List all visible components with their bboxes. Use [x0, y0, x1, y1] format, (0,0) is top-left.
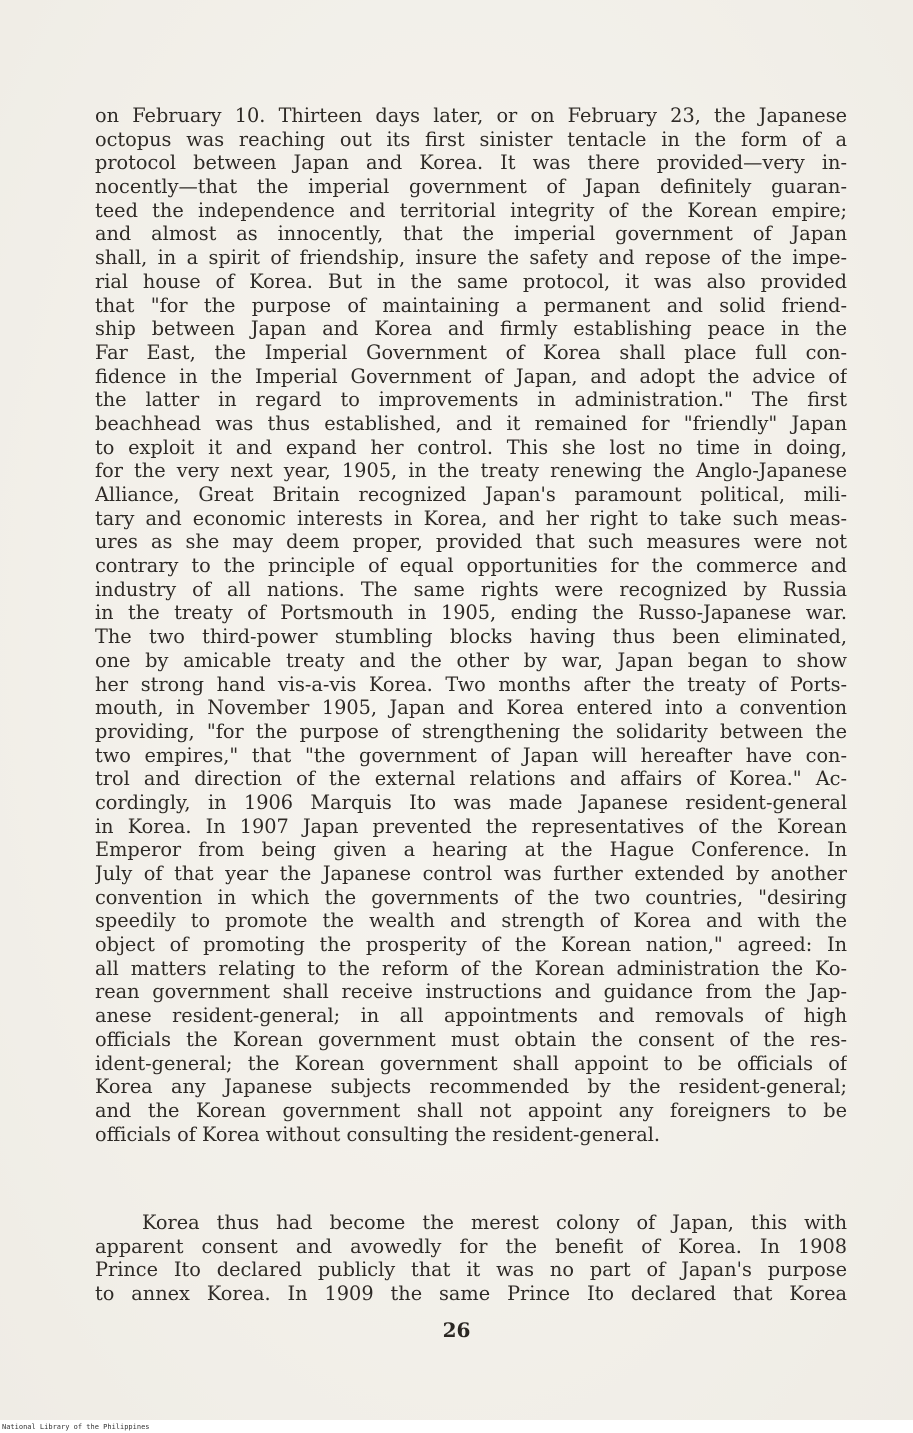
paragraph-2 [95, 1211, 847, 1306]
text-line: all matters relating to the reform of the Korean administration the Ko- [95, 956, 847, 980]
text-line: to annex Korea. In 1909 the same Prince Ito declared that Korea [95, 1282, 847, 1306]
text-line: Far East, the Imperial Government of Korea shall place full con- [95, 340, 847, 364]
text-line: Emperor from being given a hearing at the Hague Conference. In [95, 838, 847, 862]
text-line: cordingly, in 1906 Marquis Ito was made Japanese resident-general [95, 790, 847, 814]
text-line: to exploit it and expand her control. This she lost no time in doing, [95, 435, 847, 459]
page-number: 26 [442, 1318, 471, 1342]
text-line: anese resident-general; in all appointments and removals of high [95, 1004, 847, 1028]
text-line: rean government shall receive instructions and guidance from the Jap- [95, 980, 847, 1004]
text-line: convention in which the governments of the two countries, "desiring [95, 885, 847, 909]
text-line: on February 10. Thirteen days later, or on February 23, the Japanese [95, 104, 847, 127]
text-line: ship between Japan and Korea and firmly establishing peace in the [95, 317, 847, 341]
text-line: one by amicable treaty and the other by war, Japan began to show [95, 648, 847, 672]
text-line: officials the Korean government must obtain the consent of the res- [95, 1027, 847, 1051]
paragraph-1 [95, 104, 847, 1146]
text-line: Korea thus had become the merest colony of Japan, this with [142, 1211, 847, 1234]
text-line: providing, "for the purpose of strengthening the solidarity between the [95, 719, 847, 743]
text-line: Prince Ito declared publicly that it was no part of Japan's purpose [95, 1258, 847, 1282]
text-line: shall, in a spirit of friendship, insure the safety and repose of the impe- [95, 246, 847, 270]
text-line: speedily to promote the wealth and strength of Korea and with the [95, 909, 847, 933]
text-line: and the Korean government shall not appoint any foreigners to be [95, 1098, 847, 1122]
text-line: ures as she may deem proper, provided that such measures were not [95, 530, 847, 554]
text-line: contrary to the principle of equal opportunities for the commerce and [95, 554, 847, 578]
text-line: that "for the purpose of maintaining a permanent and solid friend- [95, 293, 847, 317]
text-line: mouth, in November 1905, Japan and Korea entered into a convention [95, 696, 847, 720]
text-line: apparent consent and avowedly for the benefit of Korea. In 1908 [95, 1234, 847, 1258]
text-line: object of promoting the prosperity of the Korean nation," agreed: In [95, 933, 847, 957]
text-line: July of that year the Japanese control was further extended by another [95, 862, 847, 885]
text-line: two empires," that "the government of Japan will hereafter have con- [95, 743, 847, 767]
text-line: and almost as innocently, that the imperial government of Japan [95, 222, 847, 246]
text-line: nocently—that the imperial government of Japan definitely guaran- [95, 175, 847, 199]
text-line: for the very next year, 1905, in the treaty renewing the Anglo-Japanese [95, 459, 847, 483]
text-line: beachhead was thus established, and it remained for "friendly" Japan [95, 411, 847, 435]
footer-credit: National Library of the Philippines [2, 1423, 150, 1431]
text-line: Korea any Japanese subjects recommended by the resident-general; [95, 1075, 847, 1099]
text-line: tary and economic interests in Korea, and her right to take such meas- [95, 506, 847, 530]
text-line: in Korea. In 1907 Japan prevented the representatives of the Korean [95, 814, 847, 838]
text-line: rial house of Korea. But in the same protocol, it was also provided [95, 269, 847, 293]
text-line: trol and direction of the external relations and affairs of Korea." Ac- [95, 767, 847, 791]
text-line: her strong hand vis-a-vis Korea. Two months after the treaty of Ports- [95, 672, 847, 696]
text-line: fidence in the Imperial Government of Japan, and adopt the advice of [95, 364, 847, 388]
text-line: The two third-power stumbling blocks having thus been eliminated, [95, 625, 847, 649]
text-line: officials of Korea without consulting the resident-general. [95, 1122, 661, 1146]
text-line: the latter in regard to improvements in administration." The first [95, 388, 847, 412]
text-line: octopus was reaching out its first sinister tentacle in the form of a [95, 127, 847, 151]
text-line: industry of all nations. The same rights were recognized by Russia [95, 577, 847, 601]
text-line: ident-general; the Korean government shall appoint to be officials of [95, 1051, 847, 1075]
text-line: protocol between Japan and Korea. It was there provided—very in- [95, 151, 847, 175]
text-line: in the treaty of Portsmouth in 1905, ending the Russo-Japanese war. [95, 601, 847, 625]
text-line: Alliance, Great Britain recognized Japan's paramount political, mili- [95, 483, 847, 506]
text-line: teed the independence and territorial integrity of the Korean empire; [95, 198, 847, 222]
